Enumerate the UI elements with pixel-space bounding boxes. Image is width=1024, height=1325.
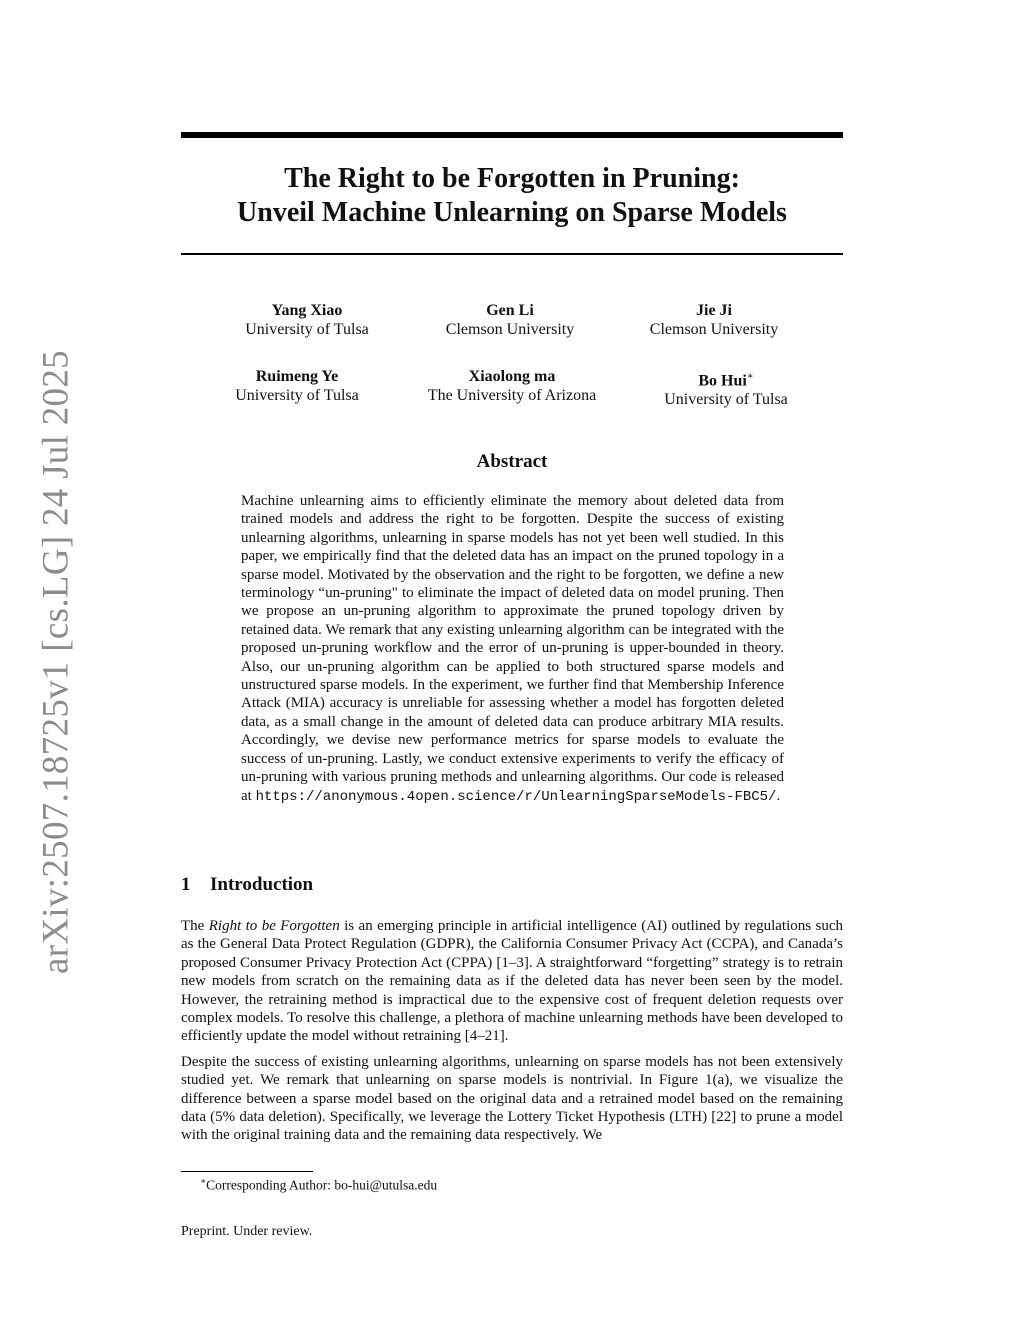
footnote-mark: ∗: [200, 1176, 207, 1186]
abstract-paragraph: [241, 492, 784, 806]
introduction-body: [181, 917, 843, 1145]
intro-paragraph-2: Despite the success of existing unlearning algorithms, unlearning on sparse models has not been extensively studied yet. We remark that unlearning on sparse models is nontrivial. In Figure 1(a), we visualize the difference between a sparse model based on the original data and a retrained model based on the remaining data (5% data deletion). Specifically, we leverage the Lottery Ticket Hypothesis (LTH) [22] to prune a model with the original training data and the remaining data respectively. We: [181, 1053, 843, 1144]
intro-paragraph-1: [181, 917, 843, 1046]
section-title: Introduction: [210, 874, 314, 895]
footnote: [200, 1176, 437, 1194]
author-affiliation: Clemson University: [649, 321, 779, 338]
author-name: Gen Li: [486, 302, 534, 319]
emphasized-term: Right to be Forgotten: [208, 918, 340, 934]
corresponding-author-name: [606, 367, 846, 390]
preprint-note: Preprint. Under review.: [181, 1224, 313, 1239]
abstract-text: Machine unlearning aims to efficiently eliminate the memory about deleted data from trained models and address the right to be forgotten. Despite the success of existing unlearning algorithms, unlearning in sparse models has not yet been well studied. In this paper, we empirically find that the deleted data has an impact on the pruned topology in a sparse model. Motivated by the observation and the right to be forgotten, we define a new terminology “un-pruning" to eliminate the impact of deleted data on model pruning. Then we propose an un-pruning algorithm to approximate the pruned topology driven by retained data. We remark that any existing unlearning algorithm can be integrated with the proposed un-pruning workflow and the error of un-pruning is upper-bounded in theory. Also, our un-pruning algorithm can be applied to both structured sparse models and unstructured sparse models. In the experiment, we further find that Membership Inference Attack (MIA) accuracy is unreliable for assessing whether a model has forgotten deleted data, as a small change in the amount of deleted data can produce arbitrary MIA results. Accordingly, we devise new performance metrics for sparse models to evaluate the success of un-pruning. Lastly, we conduct extensive experiments to verify the efficacy of un-pruning with various pruning methods and unlearning algorithms. Our code is released at: [241, 493, 784, 804]
author-block: [177, 367, 417, 405]
author-block: [606, 367, 846, 409]
paper-title-line-2: Unveil Machine Unlearning on Sparse Models: [237, 197, 787, 228]
title-bottom-rule: [181, 253, 843, 255]
code-repository-link[interactable]: https://anonymous.4open.science/r/UnlearningSparseModels-FBC5/: [255, 788, 777, 805]
author-name: Xiaolong ma: [468, 368, 556, 385]
abstract-end-punctuation: .: [776, 787, 781, 804]
title-top-rule: [181, 132, 843, 138]
author-block: [594, 301, 834, 339]
abstract-body: [241, 492, 784, 806]
author-name: Ruimeng Ye: [255, 368, 339, 385]
intro-text: The: [181, 918, 209, 934]
section-number: 1: [181, 874, 191, 895]
author-block: [392, 367, 632, 405]
arxiv-identifier-stamp: arXiv:2507.18725v1 [cs.LG] 24 Jul 2025: [35, 350, 77, 974]
author-name: Bo Hui: [698, 372, 747, 390]
author-affiliation: University of Tulsa: [235, 387, 359, 404]
paper-title-line-1: The Right to be Forgotten in Pruning:: [284, 163, 740, 194]
author-affiliation: University of Tulsa: [245, 321, 369, 338]
section-heading-introduction: [181, 874, 313, 896]
paper-title: [181, 162, 843, 230]
author-name: Yang Xiao: [271, 302, 343, 319]
author-affiliation: The University of Arizona: [427, 387, 597, 404]
author-affiliation: University of Tulsa: [664, 391, 788, 409]
abstract-heading: Abstract: [476, 451, 548, 472]
author-affiliation: Clemson University: [445, 321, 575, 338]
footnote-rule: [181, 1171, 313, 1172]
intro-text: is an emerging principle in artificial intelligence (AI) outlined by regulations such as the General Data Protect Regulation (GDPR), the California Consumer Privacy Act (CCPA), and Canada’s proposed Consumer Privacy Protection Act (CPPA) [1–3]. A straightforward “forgetting” strategy is to retrain new models from scratch on the remaining data as if the deleted data has never been seen by the model. However, the retraining method is impractical due to the expensive cost of frequent deletion requests over complex models. To resolve this challenge, a plethora of machine unlearning methods have been developed to efficiently update the model without retraining [4–21].: [181, 918, 843, 1045]
author-name: Jie Ji: [696, 302, 732, 319]
corresponding-author-mark: ∗: [746, 371, 754, 382]
footnote-text: Corresponding Author: bo-hui@utulsa.edu: [206, 1177, 438, 1193]
